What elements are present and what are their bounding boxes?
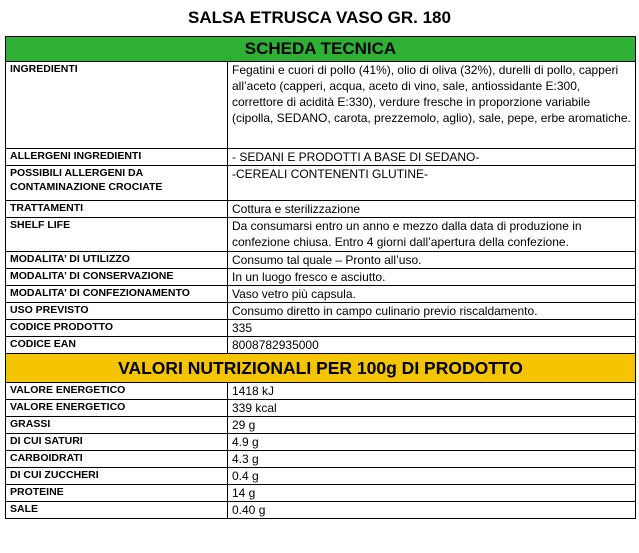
row-value: Fegatini e cuori di pollo (41%), olio di oliva (32%), durelli di pollo, capperi all’aceto (capperi, acqua, aceto di vino, sale, antiossidante E:300, correttore di acidità E:330), verdure fresche in proporzione variabile (cipolla, SEDANO, carota, prezzemolo, aglio), sale, pepe, erbe aromatiche. [228,62,636,149]
row-value: 14 g [228,485,636,502]
table-row [6,485,636,502]
row-label: MODALITA’ DI CONFEZIONAMENTO [6,286,228,303]
row-label: MODALITA’ DI CONSERVAZIONE [6,269,228,286]
table-row [6,383,636,400]
row-value: 29 g [228,417,636,434]
row-value: In un luogo fresco e asciutto. [228,269,636,286]
row-label: VALORE ENERGETICO [6,383,228,400]
row-label: USO PREVISTO [6,303,228,320]
row-label: CODICE PRODOTTO [6,320,228,337]
document-title: SALSA ETRUSCA VASO GR. 180 [188,8,451,27]
table-row [6,166,636,201]
scheda-tecnica-header-row [6,37,636,62]
row-label: SALE [6,502,228,519]
table-row [6,451,636,468]
row-value: -CEREALI CONTENENTI GLUTINE- [228,166,636,201]
row-label: DI CUI SATURI [6,434,228,451]
row-value: 4.3 g [228,451,636,468]
table-row [6,218,636,252]
row-value: 339 kcal [228,400,636,417]
row-value: 335 [228,320,636,337]
row-label: GRASSI [6,417,228,434]
row-label: PROTEINE [6,485,228,502]
row-value: 0.40 g [228,502,636,519]
table-row [6,434,636,451]
row-value: Consumo tal quale – Pronto all’uso. [228,252,636,269]
row-label: INGREDIENTI [6,62,228,149]
table-row [6,417,636,434]
table-row [6,400,636,417]
nutrition-header-row [6,354,636,383]
row-label: ALLERGENI INGREDIENTI [6,149,228,166]
table-row [6,269,636,286]
row-value: Vaso vetro più capsula. [228,286,636,303]
row-value: Consumo diretto in campo culinario previo riscaldamento. [228,303,636,320]
row-value: Da consumarsi entro un anno e mezzo dalla data di produzione in confezione chiusa. Entro 4 giorni dall’apertura della confezione. [228,218,636,252]
table-row [6,201,636,218]
row-value: 0.4 g [228,468,636,485]
row-value: Cottura e sterilizzazione [228,201,636,218]
row-label: POSSIBILI ALLERGENI DA CONTAMINAZIONE CROCIATE [6,166,228,201]
row-label: VALORE ENERGETICO [6,400,228,417]
scheda-tecnica-header: SCHEDA TECNICA [6,37,636,62]
table-row [6,502,636,519]
row-label: SHELF LIFE [6,218,228,252]
table-row [6,468,636,485]
row-label: MODALITA’ DI UTILIZZO [6,252,228,269]
row-value: 8008782935000 [228,337,636,354]
row-value: 4.9 g [228,434,636,451]
table-row [6,286,636,303]
technical-sheet-table [5,36,636,519]
row-value: - SEDANI E PRODOTTI A BASE DI SEDANO- [228,149,636,166]
table-row [6,62,636,149]
row-label: TRATTAMENTI [6,201,228,218]
row-label: CARBOIDRATI [6,451,228,468]
row-label: DI CUI ZUCCHERI [6,468,228,485]
table-row [6,303,636,320]
row-label: CODICE EAN [6,337,228,354]
table-row [6,149,636,166]
table-row [6,252,636,269]
nutrition-header: VALORI NUTRIZIONALI PER 100g DI PRODOTTO [6,354,636,383]
row-value: 1418 kJ [228,383,636,400]
table-row [6,337,636,354]
table-row [6,320,636,337]
